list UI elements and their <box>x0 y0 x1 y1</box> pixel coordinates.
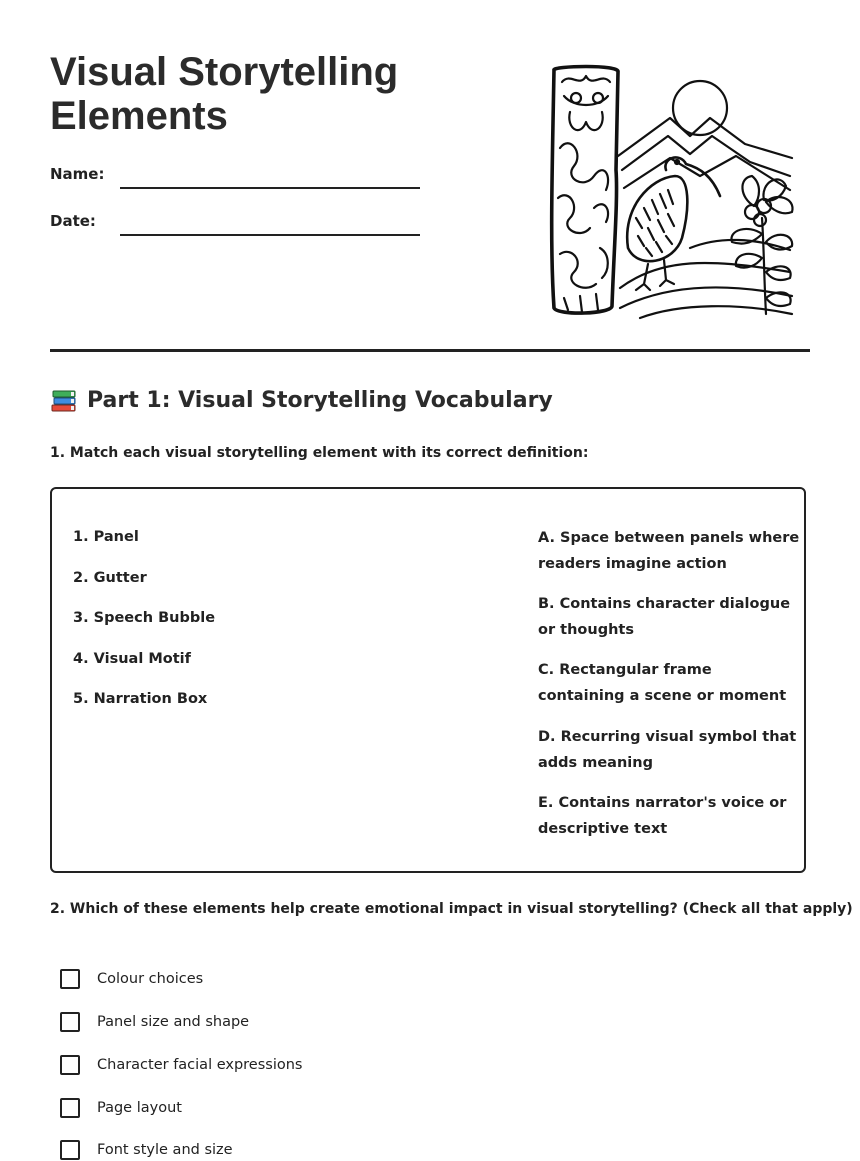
definition-item: B. Contains character dialogue or thoughts <box>538 596 791 638</box>
name-label: Name: <box>50 165 105 183</box>
checkbox-option[interactable] <box>60 1011 249 1033</box>
part1-heading-text: Part 1: Visual Storytelling Vocabulary <box>87 387 553 413</box>
term-item: 3. Speech Bubble <box>73 610 216 626</box>
definition-item: A. Space between panels where readers imagine action <box>538 530 800 572</box>
checkbox-label: Page layout <box>97 1100 182 1116</box>
checkbox[interactable] <box>60 1098 80 1118</box>
term-item: 2. Gutter <box>73 570 147 586</box>
checkbox-label: Character facial expressions <box>97 1057 303 1073</box>
checkbox-label: Font style and size <box>97 1142 233 1158</box>
section-divider <box>50 349 810 352</box>
term-item: 1. Panel <box>73 529 139 545</box>
checkbox[interactable] <box>60 969 80 989</box>
checkbox-label: Panel size and shape <box>97 1014 250 1030</box>
checkbox-label: Colour choices <box>97 971 204 987</box>
checkbox[interactable] <box>60 1055 80 1075</box>
name-field[interactable] <box>120 187 420 189</box>
matching-box <box>50 487 806 873</box>
checkbox-option[interactable] <box>60 1139 233 1161</box>
definition-item: E. Contains narrator's voice or descriptive text <box>538 795 787 837</box>
question-2-prompt: 2. Which of these elements help create emotional impact in visual storytelling? (Check all that apply) <box>50 901 853 917</box>
checkbox[interactable] <box>60 1012 80 1032</box>
checkbox-option[interactable] <box>60 1054 302 1076</box>
date-label: Date: <box>50 212 96 230</box>
part1-heading <box>50 386 553 414</box>
books-icon <box>50 386 78 414</box>
definition-item: D. Recurring visual symbol that adds meaning <box>538 729 797 771</box>
definition-item: C. Rectangular frame containing a scene or moment <box>538 662 787 704</box>
page-title: Visual Storytelling Elements <box>50 50 399 138</box>
term-item: 4. Visual Motif <box>73 651 191 667</box>
maori-carving-kiwi-mountains-illustration <box>540 58 802 320</box>
checkbox[interactable] <box>60 1140 80 1160</box>
date-field[interactable] <box>120 234 420 236</box>
checkbox-option[interactable] <box>60 1097 182 1119</box>
checkbox-option[interactable] <box>60 968 203 990</box>
question-1-prompt: 1. Match each visual storytelling element with its correct definition: <box>50 445 589 461</box>
term-item: 5. Narration Box <box>73 691 208 707</box>
